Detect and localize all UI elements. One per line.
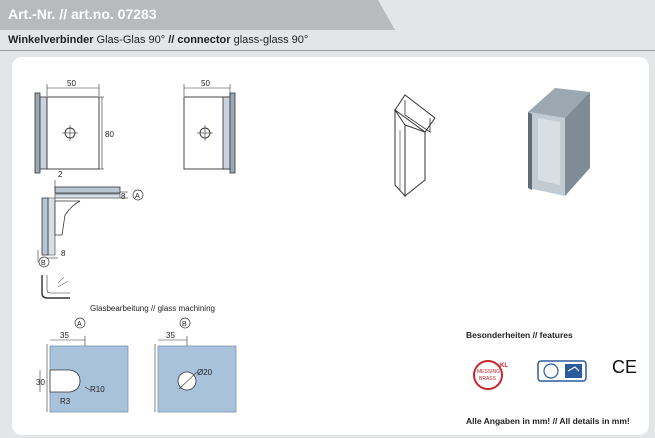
subtitle-de-bold: Winkelverbinder xyxy=(8,34,94,46)
ce-mark: CE xyxy=(612,357,638,377)
detail-a-dim-35: 35 xyxy=(60,331,69,340)
detail-b-dia20: Ø20 xyxy=(197,368,213,377)
marker-a-section: A xyxy=(135,193,140,200)
detail-a xyxy=(40,318,128,412)
footer-note: Alle Angaben in mm! // All details in mm! xyxy=(466,416,630,426)
features-title: Besonderheiten // features xyxy=(466,330,573,340)
dim-height: 80 xyxy=(105,130,114,139)
dim-8-bottom: 8 xyxy=(61,249,66,258)
dim-top-left: 50 xyxy=(67,79,76,88)
badge-brass: BRASS xyxy=(479,376,496,382)
badge-messing: MESSING xyxy=(477,369,501,375)
detail-a-r10: R10 xyxy=(90,385,105,394)
section-view xyxy=(38,180,143,298)
subtitle-separator: // xyxy=(168,34,178,46)
dim-8-top: 8 xyxy=(121,192,126,201)
marker-a-detail: A xyxy=(77,321,82,328)
dim-2: 2 xyxy=(58,170,63,179)
glass-machining-label: Glasbearbeitung // glass machining xyxy=(90,304,215,313)
marker-b-section: B xyxy=(41,260,46,267)
product-photo xyxy=(528,88,590,196)
subtitle-en: glass-glass 90° xyxy=(230,34,309,46)
detail-a-r3: R3 xyxy=(60,397,71,406)
article-title: Art.-Nr. // art.no. 07283 xyxy=(8,6,157,22)
front-view-left xyxy=(35,84,104,173)
badge-kl: KL xyxy=(500,363,508,369)
dim-top-right: 50 xyxy=(201,79,210,88)
marker-b-detail: B xyxy=(182,321,187,328)
iso-line-drawing xyxy=(395,95,435,196)
subtitle-de: Glas-Glas 90° xyxy=(93,34,169,46)
front-view-right xyxy=(184,84,235,173)
subtitle-en-bold: connector xyxy=(177,34,231,46)
gs-icon xyxy=(538,361,586,381)
detail-a-dim-30: 30 xyxy=(36,378,45,387)
detail-b-dim-35: 35 xyxy=(166,331,175,340)
messing-brass-badge xyxy=(474,361,508,389)
